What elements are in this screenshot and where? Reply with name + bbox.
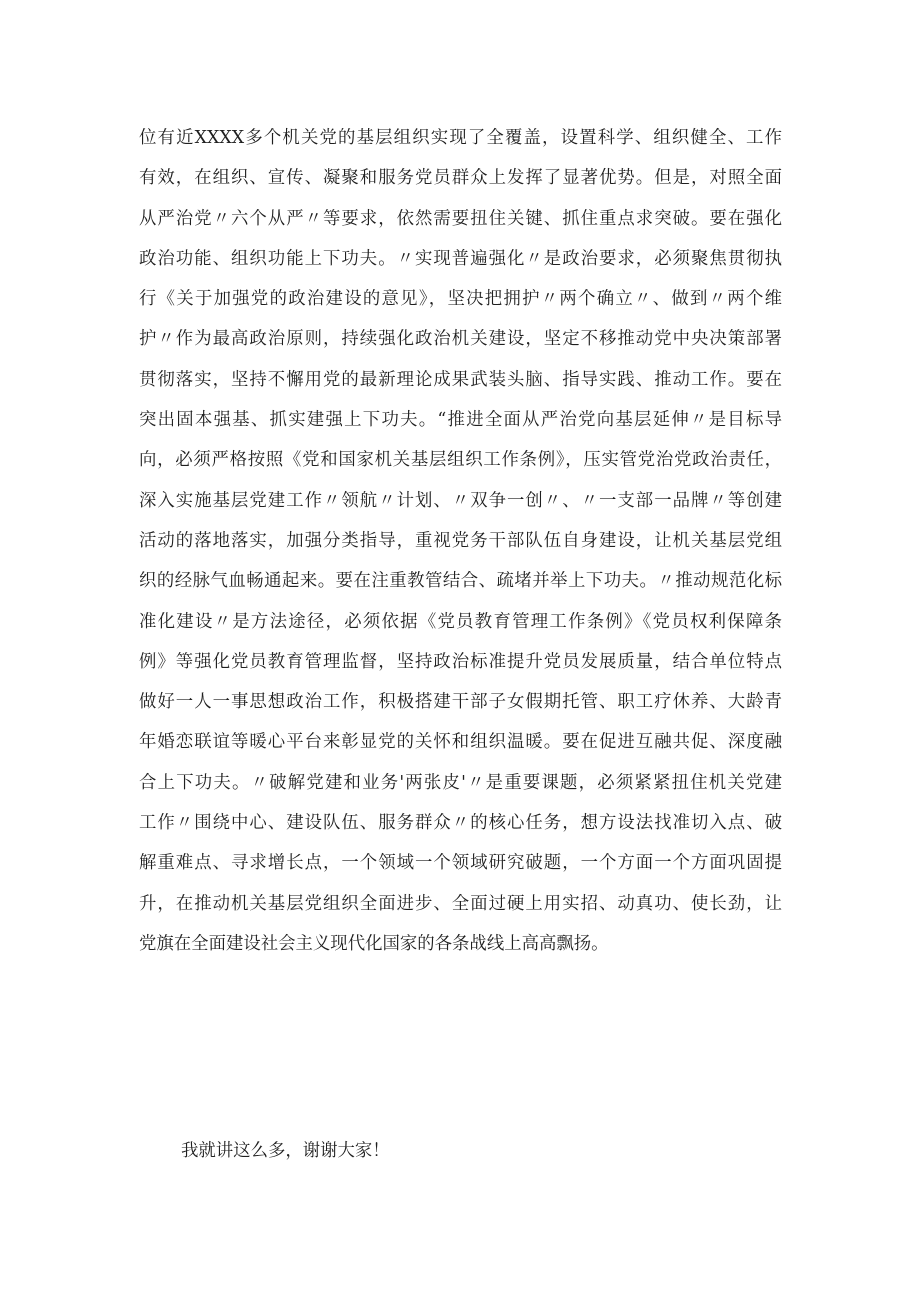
text-line: 准化建设〃是方法途径，必须依据《党员教育管理工作条例》《党员权利保障条 — [139, 611, 782, 632]
text-line: 例》等强化党员教育管理监督，坚持政治标准提升党员发展质量，结合单位特点 — [139, 651, 782, 672]
text-line: 织的经脉气血畅通起来。要在注重教管结合、疏堵并举上下功夫。〃推动规范化标 — [139, 571, 782, 592]
text-line: 深入实施基层党建工作〃领航〃计划、〃双争一创〃、〃一支部一品牌〃等创建 — [139, 490, 782, 511]
text-line: 做好一人一事思想政治工作，积极搭建干部子女假期托管、职工疗休养、大龄青 — [139, 692, 782, 713]
text-line: 工作〃围绕中心、建设队伍、服务群众〃的核心任务，想方设法找准切入点、破 — [139, 813, 782, 834]
text-line: 行《关于加强党的政治建设的意见》，坚决把拥护〃两个确立〃、做到〃两个维 — [139, 289, 782, 310]
text-line: 贯彻落实，坚持不懈用党的最新理论成果武装头脑、指导实践、推动工作。要在 — [139, 369, 782, 390]
text-line: 护〃作为最高政治原则，持续强化政治机关建设，坚定不移推动党中央决策部署 — [139, 329, 782, 350]
closing-remark: 我就讲这么多，谢谢大家！ — [181, 1141, 390, 1161]
text-line: 党旗在全面建设社会主义现代化国家的各条战线上高高飘扬。 — [139, 933, 609, 954]
text-line: 政治功能、组织功能上下功夫。〃实现普遍强化〃是政治要求，必须聚焦贯彻执 — [139, 248, 782, 269]
text-line: 升，在推动机关基层党组织全面进步、全面过硬上用实招、动真功、使长劲，让 — [139, 893, 782, 914]
text-line: 位有近XXXX多个机关党的基层组织实现了全覆盖，设置科学、组织健全、工作 — [139, 128, 782, 148]
text-line: 活动的落地落实，加强分类指导，重视党务干部队伍自身建设，让机关基层党组 — [139, 530, 782, 551]
text-line: 有效，在组织、宣传、凝聚和服务党员群众上发挥了显著优势。但是，对照全面 — [139, 168, 782, 189]
text-line: 向，必须严格按照《党和国家机关基层组织工作条例》，压实管党治党政治责任， — [139, 450, 782, 471]
text-line: 从严治党〃六个从严〃等要求，依然需要扭住关键、抓住重点求突破。要在强化 — [139, 208, 782, 229]
text-line: 年婚恋联谊等暖心平台来彰显党的关怀和组织温暖。要在促进互融共促、深度融 — [139, 732, 782, 753]
text-line: 合上下功夫。〃破解党建和业务'两张皮'〃是重要课题，必须紧紧扭住机关党建 — [139, 772, 782, 793]
body-paragraph — [139, 118, 782, 964]
text-line: 解重难点、寻求增长点，一个领域一个领域研究破题，一个方面一个方面巩固提 — [139, 853, 782, 874]
text-line: 突出固本强基、抓实建强上下功夫。“推进全面从严治党向基层延伸〃是目标导 — [139, 410, 782, 431]
